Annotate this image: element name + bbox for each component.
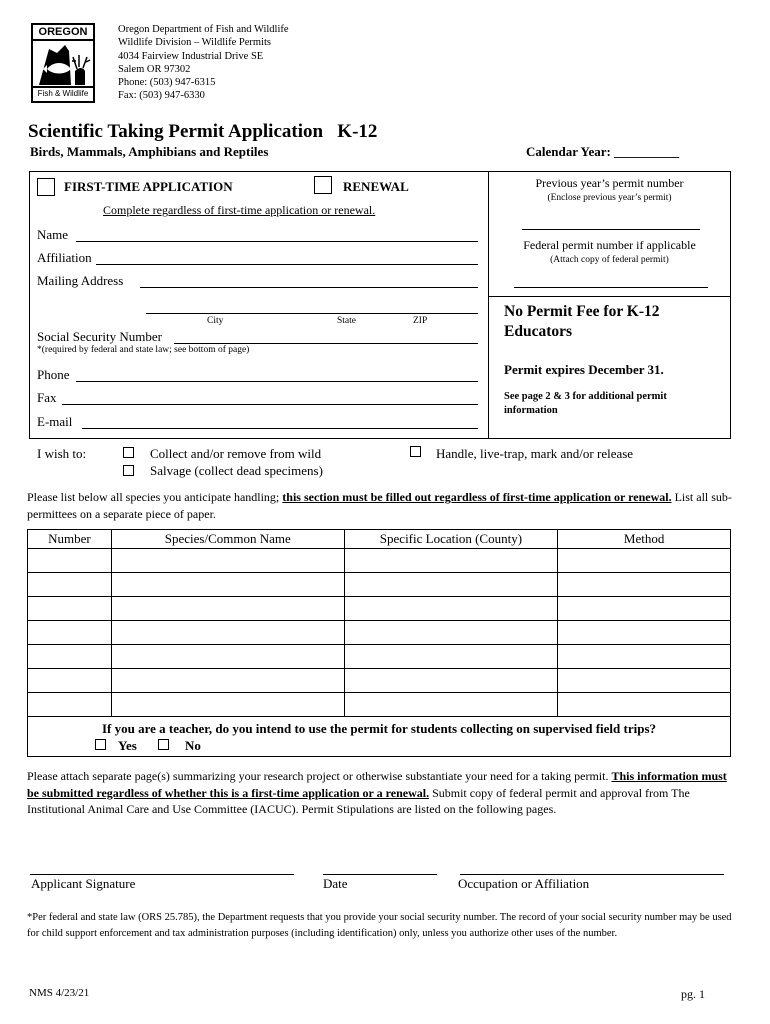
phone-label: Phone [37, 367, 70, 382]
prev-permit-note: (Enclose previous year’s permit) [547, 193, 672, 203]
wish-label: I wish to: [37, 446, 87, 461]
name-field[interactable] [76, 241, 478, 242]
table-cell[interactable] [111, 597, 344, 621]
agency-line: Salem OR 97302 [118, 63, 191, 75]
prev-permit-field[interactable] [522, 229, 700, 230]
agency-line: 4034 Fairview Industrial Drive SE [118, 50, 264, 62]
fax-label: Fax [37, 390, 57, 405]
table-row [28, 645, 731, 669]
federal-permit-label: Federal permit number if applicable [523, 238, 696, 252]
name-label: Name [37, 227, 69, 242]
phone-field[interactable] [76, 381, 478, 382]
table-row [28, 597, 731, 621]
ssn-footnote: *Per federal and state law (ORS 25.785), the Department requests that you provide your social security number. The record of your social security number may be used for child support enforcement and tax administration purposes (including identification) only, unless you authorize other uses of the number. [27, 912, 732, 939]
table-cell[interactable] [28, 573, 112, 597]
attach-emphasis: This information must be submitted regardless of whether this is a first-time application or a renewal. [27, 769, 727, 800]
table-cell[interactable] [558, 549, 731, 573]
state-label: State [337, 316, 356, 326]
table-cell[interactable] [111, 669, 344, 693]
table-header-row [28, 530, 731, 549]
species-intro-text: Please list below all species you anticipate handling; [27, 490, 283, 504]
table-cell[interactable] [558, 621, 731, 645]
ssn-note: *(required by federal and state law; see bottom of page) [37, 345, 250, 355]
table-cell[interactable] [28, 645, 112, 669]
yes-checkbox[interactable] [95, 739, 106, 750]
federal-permit-field[interactable] [514, 287, 708, 288]
collect-label: Collect and/or remove from wild [150, 446, 322, 461]
renewal-label: RENEWAL [343, 179, 409, 194]
federal-permit-note: (Attach copy of federal permit) [550, 255, 669, 265]
agency-line: Phone: (503) 947-6315 [118, 77, 216, 89]
column-header: Specific Location (County) [344, 530, 558, 549]
handle-label: Handle, live-trap, mark and/or release [436, 446, 634, 461]
no-checkbox[interactable] [158, 739, 169, 750]
agency-line: Fax: (503) 947-6330 [118, 90, 205, 102]
agency-line: Oregon Department of Fish and Wildlife [118, 24, 289, 35]
logo-top-text: OREGON [33, 25, 93, 41]
fish-deer-icon [35, 41, 91, 89]
attach-instructions [27, 768, 737, 818]
table-row [28, 549, 731, 573]
city-state-zip-field[interactable] [146, 313, 478, 314]
page-title: Scientific Taking Permit Application K-12 [28, 121, 378, 142]
table-row [28, 669, 731, 693]
table-cell[interactable] [558, 573, 731, 597]
table-cell[interactable] [28, 693, 112, 717]
agency-line: Wildlife Division – Wildlife Permits [118, 37, 271, 49]
table-cell[interactable] [111, 573, 344, 597]
mailing-address-field[interactable] [140, 287, 478, 288]
box-divider [488, 296, 731, 297]
table-cell[interactable] [344, 693, 558, 717]
species-intro-text: List all sub-permittees on a separate piece of paper. [27, 490, 732, 521]
calendar-year-field[interactable]: Calendar Year: __________ [526, 144, 680, 159]
first-time-checkbox[interactable] [37, 178, 55, 196]
yes-label: Yes [118, 738, 137, 753]
table-cell[interactable] [558, 693, 731, 717]
ssn-label: Social Security Number [37, 329, 162, 344]
email-label: E-mail [37, 414, 73, 429]
table-cell[interactable] [344, 645, 558, 669]
email-field[interactable] [82, 428, 478, 429]
no-fee-notice: No Permit Fee for K-12 Educators [504, 303, 660, 340]
affiliation-label: Affiliation [37, 250, 92, 265]
table-cell[interactable] [28, 669, 112, 693]
table-cell[interactable] [28, 597, 112, 621]
table-cell[interactable] [111, 645, 344, 669]
table-cell[interactable] [111, 549, 344, 573]
table-cell[interactable] [111, 621, 344, 645]
table-cell[interactable] [28, 621, 112, 645]
agency-address [118, 23, 289, 103]
table-cell[interactable] [344, 573, 558, 597]
form-code: NMS 4/23/21 [29, 987, 90, 999]
table-row [28, 693, 731, 717]
mailing-address-label: Mailing Address [37, 273, 124, 288]
odfw-logo [31, 23, 95, 103]
renewal-checkbox[interactable] [314, 176, 332, 194]
applicant-signature-label: Applicant Signature [31, 876, 136, 891]
column-header: Method [558, 530, 731, 549]
fax-field[interactable] [62, 404, 478, 405]
column-header: Number [28, 530, 112, 549]
table-cell[interactable] [344, 621, 558, 645]
table-cell[interactable] [111, 693, 344, 717]
species-intro-emphasis: this section must be filled out regardless of first-time application or renewal. [282, 490, 672, 504]
see-pages-note: See page 2 & 3 for additional permit information [504, 391, 667, 416]
table-cell[interactable] [344, 597, 558, 621]
no-label: No [185, 738, 201, 753]
attach-text: Submit copy of federal permit and approval from The Institutional Animal Care and Use Committee (IACUC). Permit Stipulations are listed on the following pages. [27, 785, 690, 816]
page-subtitle: Birds, Mammals, Amphibians and Reptiles [30, 144, 269, 159]
prev-permit-label: Previous year’s permit number [535, 176, 684, 190]
city-label: City [207, 316, 224, 326]
box-divider [488, 296, 489, 439]
attach-text: Please attach separate page(s) summarizing your research project or otherwise substantiate your need for a taking permit. [27, 769, 612, 783]
table-cell[interactable] [558, 597, 731, 621]
species-instructions [27, 489, 737, 522]
collect-checkbox[interactable] [123, 447, 134, 458]
table-cell[interactable] [558, 645, 731, 669]
expiry-notice: Permit expires December 31. [504, 362, 664, 377]
logo-bottom-text: Fish & Wildlife [33, 86, 93, 101]
table-cell[interactable] [558, 669, 731, 693]
handle-checkbox[interactable] [410, 446, 421, 457]
teacher-question: If you are a teacher, do you intend to use the permit for students collecting on supervised field trips? [101, 721, 657, 736]
occupation-field[interactable] [460, 874, 724, 875]
table-cell[interactable] [344, 549, 558, 573]
species-table [27, 529, 731, 717]
date-label: Date [323, 876, 348, 891]
affiliation-field[interactable] [96, 264, 478, 265]
first-time-label: FIRST-TIME APPLICATION [64, 179, 233, 194]
applicant-signature-field[interactable] [30, 874, 294, 875]
table-row [28, 621, 731, 645]
occupation-label: Occupation or Affiliation [458, 876, 590, 891]
table-cell[interactable] [28, 549, 112, 573]
page-number: pg. 1 [681, 987, 705, 1001]
table-row [28, 573, 731, 597]
salvage-label: Salvage (collect dead specimens) [150, 463, 323, 478]
zip-label: ZIP [413, 316, 428, 326]
salvage-checkbox[interactable] [123, 465, 134, 476]
column-header: Species/Common Name [111, 530, 344, 549]
complete-note: Complete regardless of first-time application or renewal. [103, 203, 376, 217]
ssn-field[interactable] [174, 343, 478, 344]
date-field[interactable] [323, 874, 437, 875]
table-cell[interactable] [344, 669, 558, 693]
